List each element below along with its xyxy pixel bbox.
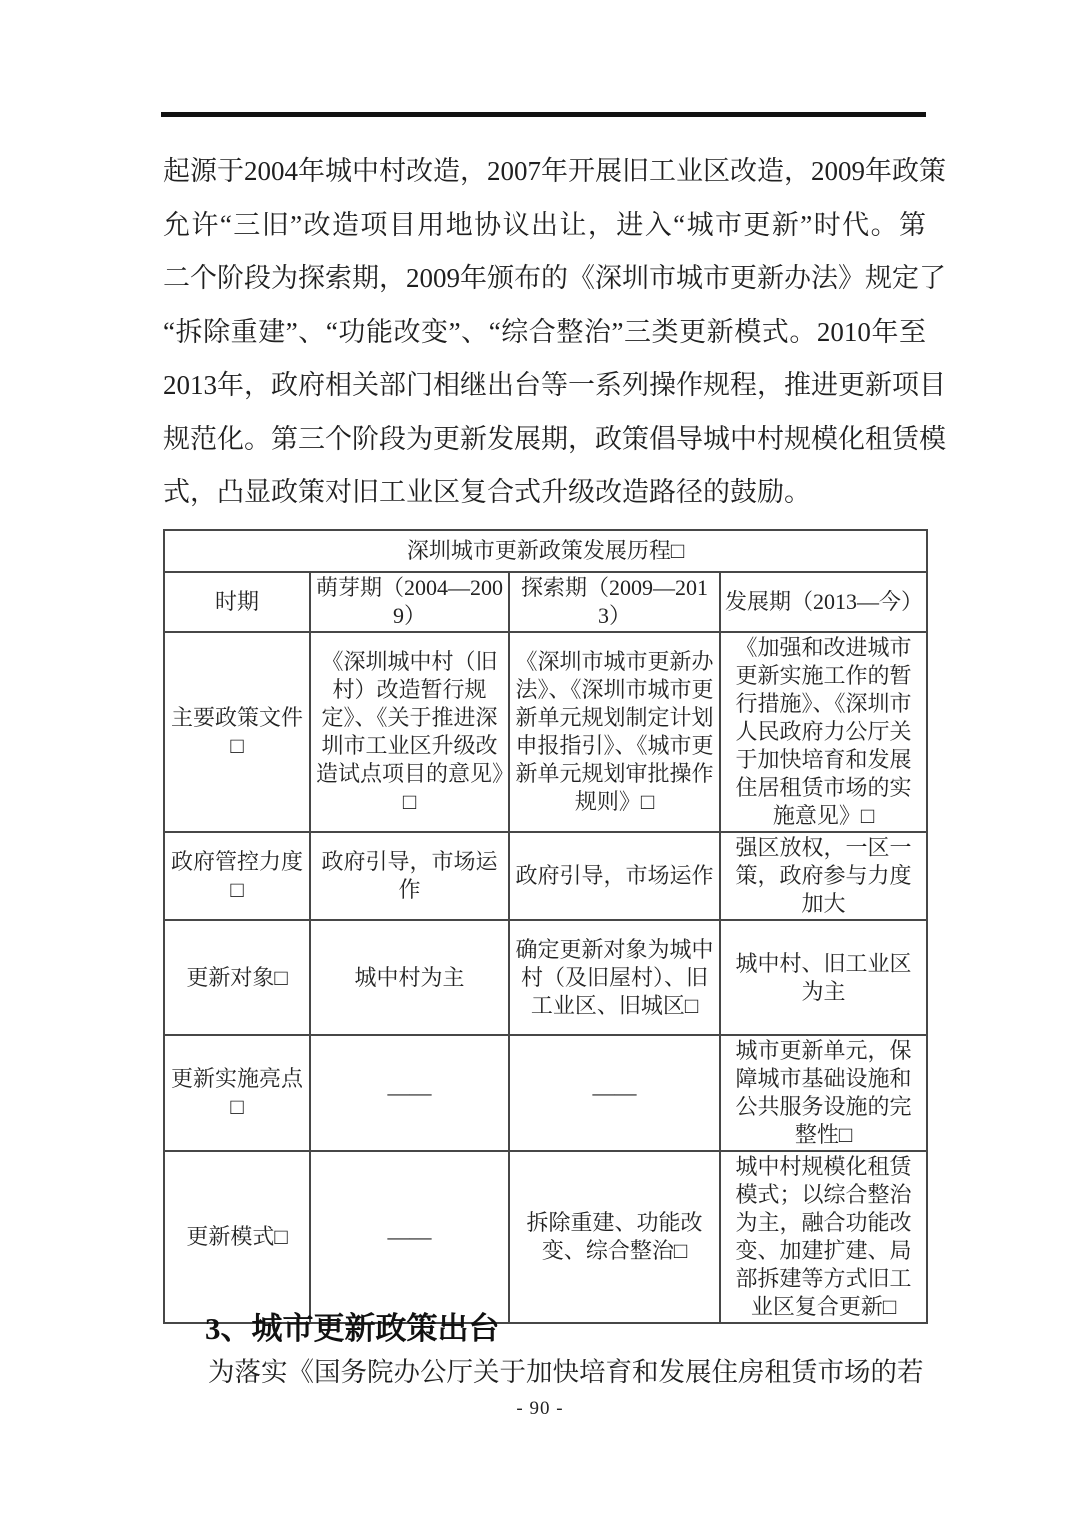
table-title: 深圳城市更新政策发展历程□ <box>164 530 927 572</box>
header-rule <box>161 112 926 117</box>
table-cell: —— <box>509 1035 720 1151</box>
table-cell: 《加强和改进城市更新实施工作的暂行措施》、《深圳市人民政府力公厅关于加快培育和发展住居租赁市场的实施意见》□ <box>720 632 927 832</box>
intro-paragraph-line: 2013年，政府相关部门相继出台等一系列操作规程，推进更新项目 <box>163 370 946 400</box>
table-header-row <box>164 572 927 632</box>
table-row <box>164 1151 927 1323</box>
intro-paragraph-line: 规范化。第三个阶段为更新发展期，政策倡导城中村规模化租赁模 <box>163 423 946 454</box>
intro-paragraph-line: 起源于2004年城中村改造，2007年开展旧工业区改造，2009年政策 <box>163 156 946 186</box>
row-label: 更新模式□ <box>164 1151 310 1323</box>
table-cell: 《深圳市城市更新办法》、《深圳市城市更新单元规划制定计划申报指引》、《城市更新单元规划审批操作规则》□ <box>509 632 720 832</box>
column-header-development: 发展期（2013—今） <box>720 572 927 632</box>
table-cell: 城市更新单元，保障城市基础设施和公共服务设施的完整性□ <box>720 1035 927 1151</box>
row-label: 政府管控力度□ <box>164 832 310 920</box>
column-header-germination: 萌芽期（2004—2009） <box>310 572 509 632</box>
section-heading: 3、城市更新政策出台 <box>205 1311 500 1346</box>
policy-history-table <box>163 529 928 1324</box>
table-cell: 政府引导，市场运作 <box>509 832 720 920</box>
table-cell: 强区放权，一区一策，政府参与力度加大 <box>720 832 927 920</box>
table-row <box>164 632 927 832</box>
table-cell: 拆除重建、功能改变、综合整治□ <box>509 1151 720 1323</box>
row-label: 更新实施亮点□ <box>164 1035 310 1151</box>
table-cell: 确定更新对象为城中村（及旧屋村）、旧工业区、旧城区□ <box>509 920 720 1035</box>
intro-paragraph <box>163 145 946 520</box>
intro-paragraph-line: 二个阶段为探索期，2009年颁布的《深圳市城市更新办法》规定了 <box>163 263 946 293</box>
table-cell: 政府引导，市场运作 <box>310 832 509 920</box>
table-cell: 城中村、旧工业区为主 <box>720 920 927 1035</box>
table-row <box>164 920 927 1035</box>
table-title-row <box>164 530 927 572</box>
table-cell: 《深圳城中村（旧村）改造暂行规定》、《关于推进深圳市工业区升级改造试点项目的意见》□ <box>310 632 509 832</box>
table-cell: 城中村规模化租赁模式；以综合整治为主，融合功能改变、加建扩建、局部拆建等方式旧工业区复合更新□ <box>720 1151 927 1323</box>
table-cell: 城中村为主 <box>310 920 509 1035</box>
followup-paragraph: 为落实《国务院办公厅关于加快培育和发展住房租赁市场的若 <box>208 1357 924 1387</box>
table-row <box>164 832 927 920</box>
table-cell: —— <box>310 1035 509 1151</box>
row-label: 主要政策文件□ <box>164 632 310 832</box>
intro-paragraph-line: “拆除重建”、“功能改变”、“综合整治”三类更新模式。2010年至 <box>163 316 926 347</box>
table-cell: —— <box>310 1151 509 1323</box>
column-header-exploration: 探索期（2009—2013） <box>509 572 720 632</box>
page-number: - 90 - <box>516 1398 564 1419</box>
table-row <box>164 1035 927 1151</box>
row-label: 更新对象□ <box>164 920 310 1035</box>
intro-paragraph-line: 式，凸显政策对旧工业区复合式升级改造路径的鼓励。 <box>163 477 811 507</box>
column-header-period: 时期 <box>164 572 310 632</box>
intro-paragraph-line: 允许“三旧”改造项目用地协议出让，进入“城市更新”时代。第 <box>163 209 926 240</box>
